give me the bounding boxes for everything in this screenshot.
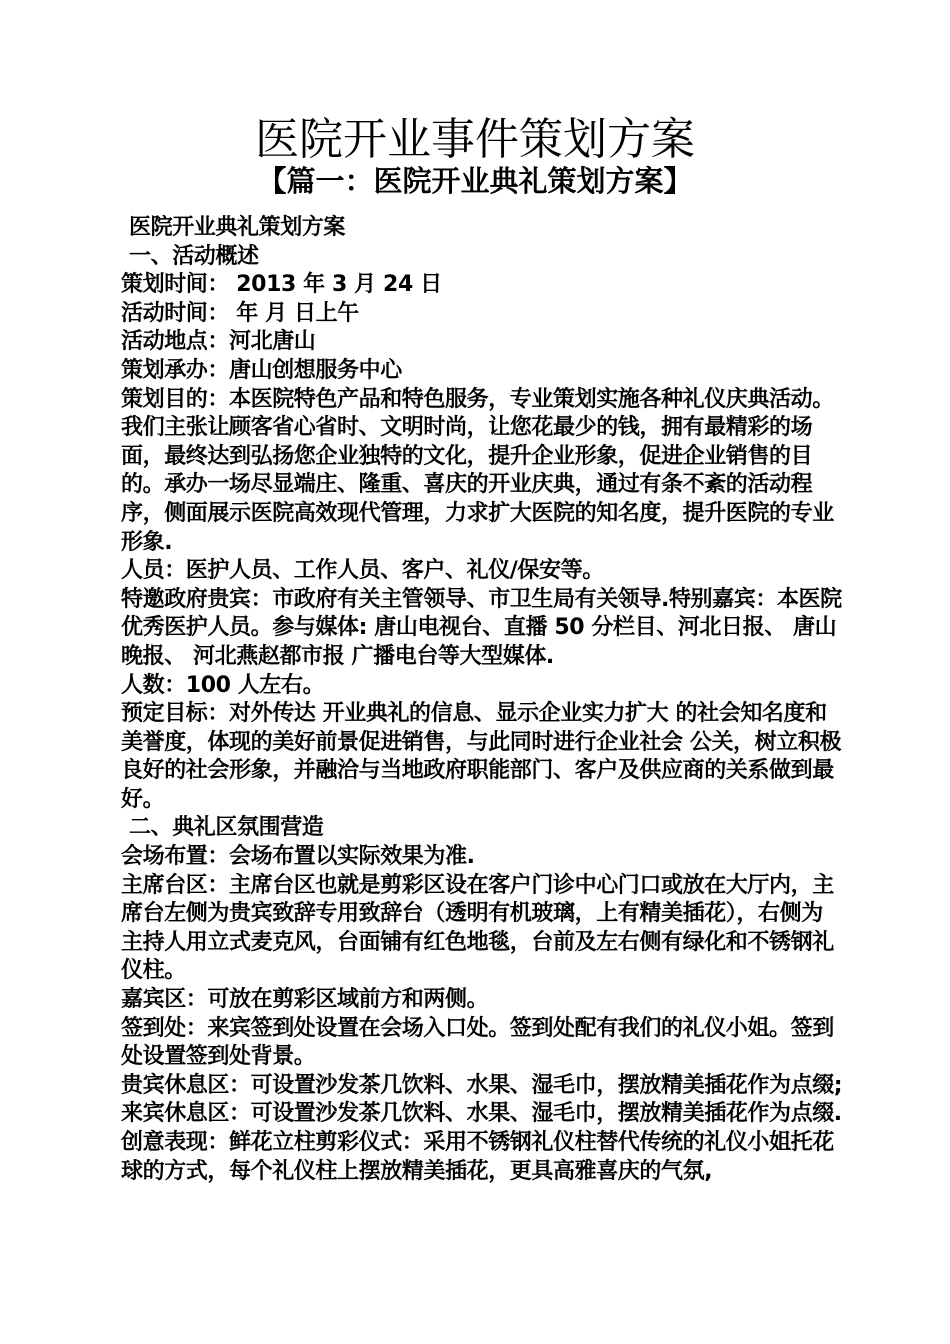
organizer-line: 策划承办：唐山创想服务中心 [121,357,402,383]
venue-layout-line: 会场布置：会场布置以实际效果为准. [121,844,475,870]
goals-paragraph: 预定目标：对外传达 开业典礼的信息、显示企业实力扩大 的社会知名度和美誉度，体现的美好前景促进销售，与此同时进行企业社会 公关，树立积极良好的社会形象，并融洽与当地政府职能部门、客户及供应商的关系做到最好。 [121,701,842,812]
purpose-paragraph: 策划目的：本医院特色产品和特色服务，专业策划实施各种礼仪庆典活动。我们主张让顾客省心省时、文明时尚，让您花最少的钱，拥有最精彩的场面，最终达到弘扬您企业独特的文化，提升企业形象，促进企业销售的目的。承办一场尽显端庄、隆重、喜庆的开业庆典，通过有条不紊的活动程序，侧面展示医院高效现代管理，力求扩大医院的知名度，提升医院的专业形象. [121,386,834,555]
guests-paragraph: 特邀政府贵宾：市政府有关主管领导、市卫生局有关领导.特别嘉宾：本医院优秀医护人员。参与媒体: 唐山电视台、直播 50 分栏目、河北日报、 唐山晚报、 河北燕赵都市报 广播电台等大型媒体. [121,586,842,669]
section-heading-atmosphere: 二、典礼区氛围营造 [129,815,324,841]
activity-time-line: 活动时间： 年 月 日上午 [121,300,359,326]
stage-area-paragraph: 主席台区：主席台区也就是剪彩区设在客户门诊中心门口或放在大厅内，主席台左侧为贵宾致辞专用致辞台（透明有机玻璃，上有精美插花），右侧为主持人用立式麦克风，台面铺有红色地毯，台前及左右侧有绿化和不锈钢礼仪柱。 [121,872,834,984]
attendance-line: 人数：100 人左右。 [121,672,325,698]
plan-time-line: 策划时间： 2013 年 3 月 24 日 [121,272,442,298]
staff-line: 人员：医护人员、工作人员、客户、礼仪/保安等。 [121,558,604,584]
document-subtitle: 【篇一：医院开业典礼策划方案】 [257,164,693,198]
signin-paragraph: 签到处：来宾签到处设置在会场入口处。签到处配有我们的礼仪小姐。签到处设置签到处背景。 [121,1015,834,1070]
guest-area-line: 嘉宾区：可放在剪彩区域前方和两侧。 [121,987,489,1013]
section-heading-overview: 一、活动概述 [129,243,259,269]
document-body [115,214,843,1186]
creative-paragraph: 创意表现：鲜花立柱剪彩仪式：采用不锈钢礼仪柱替代传统的礼仪小姐托花球的方式，每个礼仪柱上摆放精美插花，更具高雅喜庆的气氛, [121,1130,834,1184]
document-title: 医院开业事件策划方案 [255,114,695,165]
section-heading-main: 医院开业典礼策划方案 [129,215,346,240]
lounge-paragraph: 贵宾休息区：可设置沙发茶几饮料、水果、湿毛巾，摆放精美插花作为点缀;来宾休息区：可设置沙发茶几饮料、水果、湿毛巾，摆放精美插花作为点缀. [121,1072,843,1127]
activity-location-line: 活动地点：河北唐山 [121,329,316,355]
